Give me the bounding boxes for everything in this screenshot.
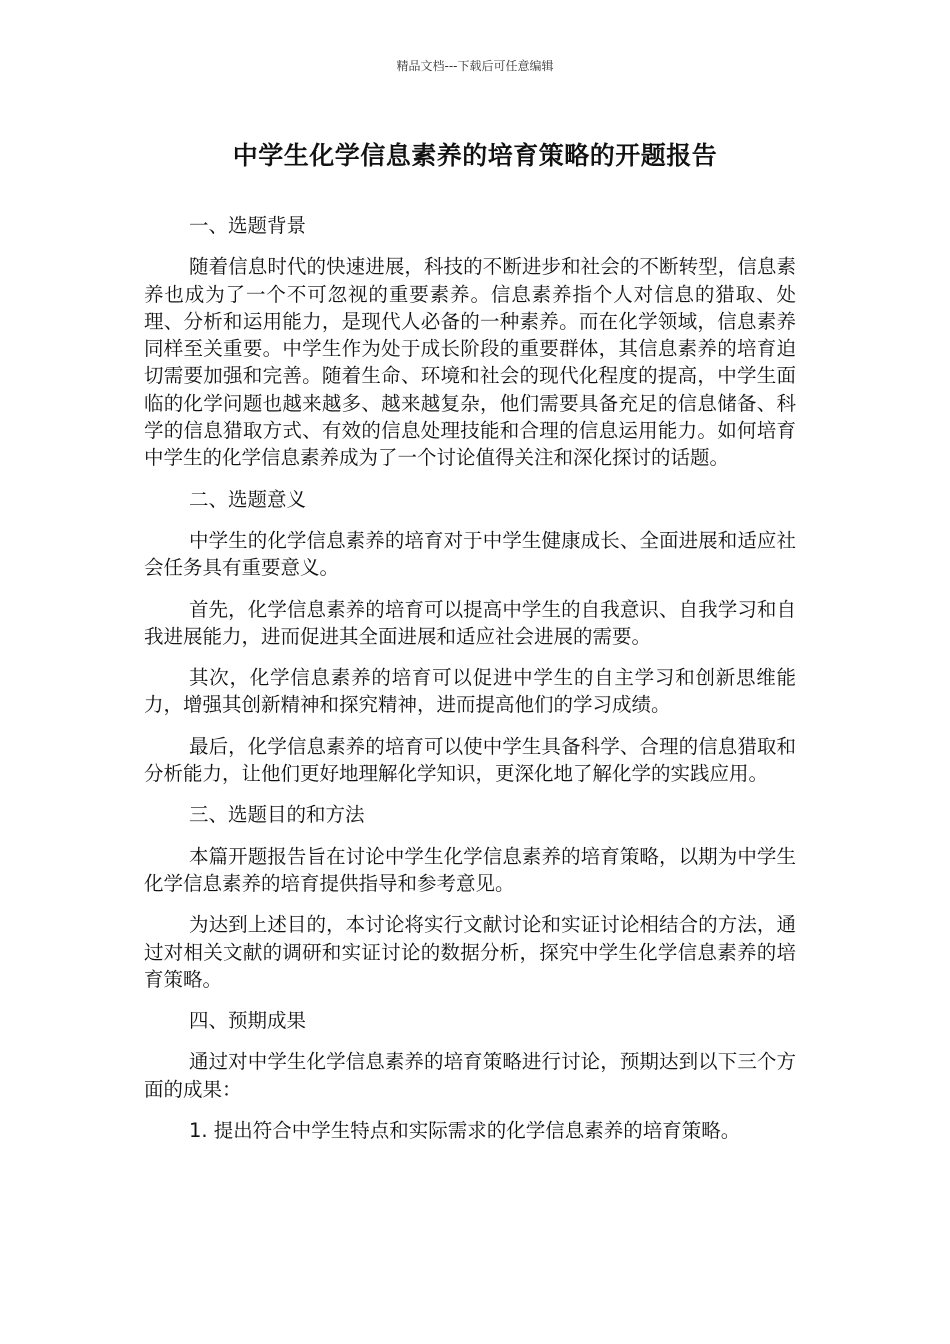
header-note: 精品文档---下载后可任意编辑	[396, 59, 554, 73]
section-heading-expected-results: 四、预期成果	[189, 1009, 307, 1033]
paragraph-background: 随着信息时代的快速进展，科技的不断进步和社会的不断转型，信息素养也成为了一个不可忽视的重要素养。信息素养指个人对信息的猎取、处理、分析和运用能力，是现代人必备的一种素养。而在化学领域，信息素养同样至关重要。中学生作为处于成长阶段的重要群体，其信息素养的培育迫切需要加强和完善。随着生命、环境和社会的现代化程度的提高，中学生面临的化学问题也越来越多、越来越复杂，他们需要具备充足的信息储备、科学的信息猎取方式、有效的信息处理技能和合理的信息运用能力。如何培育中学生的化学信息素养成为了一个讨论值得关注和深化探讨的话题。	[144, 255, 796, 470]
section-heading-significance: 二、选题意义	[189, 487, 307, 511]
paragraph-significance-last: 最后，化学信息素养的培育可以使中学生具备科学、合理的信息猎取和分析能力，让他们更好地理解化学知识，更深化地了解化学的实践应用。	[144, 734, 796, 786]
paragraph-significance-intro: 中学生的化学信息素养的培育对于中学生健康成长、全面进展和适应社会任务具有重要意义。	[144, 528, 796, 580]
paragraph-method: 为达到上述目的，本讨论将实行文献讨论和实证讨论相结合的方法，通过对相关文献的调研和实证讨论的数据分析，探究中学生化学信息素养的培育策略。	[144, 913, 796, 991]
paragraph-significance-second: 其次，化学信息素养的培育可以促进中学生的自主学习和创新思维能力，增强其创新精神和探究精神，进而提高他们的学习成绩。	[144, 666, 796, 717]
section-heading-background: 一、选题背景	[189, 214, 307, 237]
paragraph-purpose: 本篇开题报告旨在讨论中学生化学信息素养的培育策略，以期为中学生化学信息素养的培育提供指导和参考意见。	[144, 844, 796, 895]
document-title: 中学生化学信息素养的培育策略的开题报告	[232, 141, 718, 170]
document-body	[144, 212, 796, 1158]
paragraph-significance-first: 首先，化学信息素养的培育可以提高中学生的自我意识、自我学习和自我进展能力，进而促进其全面进展和适应社会进展的需要。	[144, 597, 796, 648]
section-heading-purpose-method: 三、选题目的和方法	[189, 803, 365, 827]
paragraph-expected-results: 通过对中学生化学信息素养的培育策略进行讨论，预期达到以下三个方面的成果：	[144, 1050, 796, 1101]
list-item: 1. 提出符合中学生特点和实际需求的化学信息素养的培育策略。	[189, 1119, 741, 1143]
